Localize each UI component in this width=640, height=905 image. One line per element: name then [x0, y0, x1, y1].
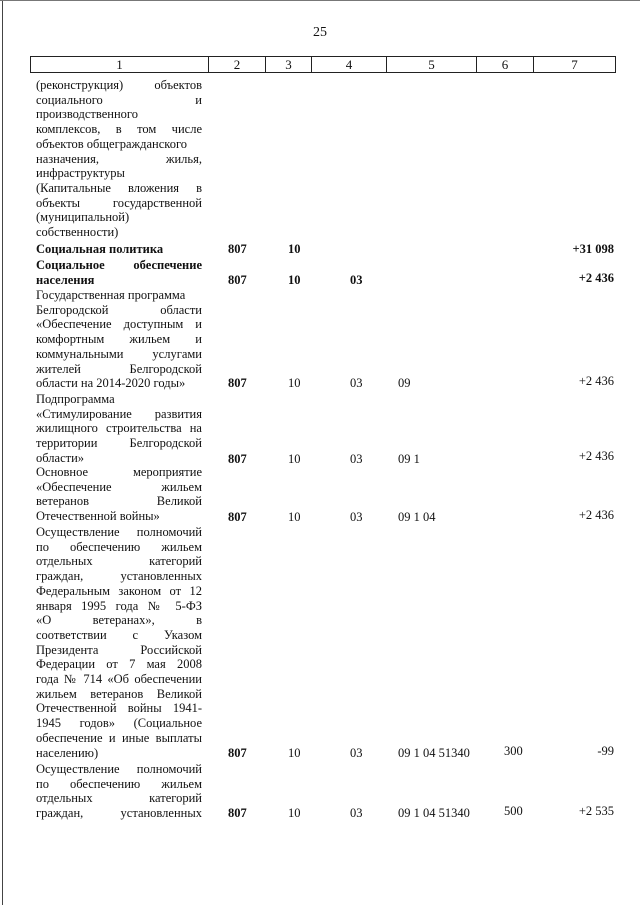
cell-target-item: 09 1 04: [398, 510, 436, 524]
header-col-1: 1: [31, 57, 209, 72]
cell-section: 10: [288, 242, 301, 256]
cell-department: 807: [228, 806, 247, 820]
desc-line: собственности): [36, 225, 119, 240]
desc-line: «Обеспечение доступным и: [36, 317, 202, 332]
desc-line: назначения, жилья,: [36, 151, 202, 166]
page-number: 25: [313, 25, 327, 40]
desc-line: жильем ветеранов Великой: [36, 686, 202, 701]
desc-line: обеспечение и иные выплаты: [36, 730, 202, 745]
row-description: [36, 465, 202, 524]
cell-subsection: 03: [350, 510, 363, 524]
cell-section: 10: [288, 510, 301, 524]
desc-line: населения: [36, 272, 95, 287]
desc-line: ветеранов Великой: [36, 494, 202, 509]
cell-amount: +2 436: [578, 374, 614, 388]
desc-line: Отечественной войны 1941-: [36, 701, 202, 716]
desc-line: Федерации от 7 мая 2008: [36, 657, 202, 672]
desc-line: 1945 годов» (Социальное: [36, 716, 202, 731]
desc-line: Основное мероприятие: [36, 465, 202, 479]
desc-line: Социальная политика: [36, 242, 164, 256]
desc-line: производственного: [36, 107, 138, 122]
cell-subsection: 03: [350, 806, 363, 820]
desc-line: «Стимулирование развития: [36, 406, 202, 421]
desc-line: по обеспечению жильем: [36, 776, 202, 791]
desc-line: комфортным жильем и: [36, 332, 202, 347]
table-header: [30, 56, 616, 73]
cell-department: 807: [228, 376, 247, 390]
cell-department: 807: [228, 452, 247, 466]
header-col-6: 6: [477, 57, 534, 72]
page-left-edge: [2, 0, 3, 905]
header-col-4: 4: [312, 57, 387, 72]
cell-target-item: 09 1 04 51340: [398, 746, 470, 760]
cell-subsection: 03: [350, 376, 363, 390]
page-top-edge: [0, 0, 640, 1]
desc-line: комплексов, в том числе: [36, 122, 202, 137]
desc-line: Президента Российской: [36, 642, 202, 657]
desc-line: объектов общегражданского: [36, 136, 188, 151]
desc-line: «Обеспечение жильем: [36, 479, 202, 494]
desc-line: отдельных категорий: [36, 791, 202, 806]
desc-line: Подпрограмма: [36, 392, 115, 406]
desc-line: соответствии с Указом: [36, 627, 202, 642]
cell-subsection: 03: [350, 746, 363, 760]
desc-line: области на 2014-2020 годы»: [36, 376, 186, 391]
desc-line: объекты государственной: [36, 195, 202, 210]
desc-line: Государственная программа: [36, 288, 186, 302]
desc-line: Осуществление полномочий: [36, 525, 202, 539]
desc-line: территории Белгородской: [36, 436, 202, 451]
cell-department: 807: [228, 242, 247, 256]
cell-department: 807: [228, 510, 247, 524]
desc-line: (муниципальной): [36, 210, 130, 225]
cell-section: 10: [288, 806, 301, 820]
cell-subsection: 03: [350, 452, 363, 466]
desc-line: социального и: [36, 92, 202, 107]
cell-section: 10: [288, 452, 301, 466]
row-description: [36, 78, 202, 240]
cell-amount: +2 436: [578, 271, 614, 285]
cell-expense-type: 500: [504, 804, 523, 818]
desc-line: января 1995 года № 5-ФЗ: [36, 598, 202, 613]
cell-section: 10: [288, 746, 301, 760]
desc-line: (реконструкция) объектов: [36, 78, 202, 92]
header-col-7: 7: [571, 57, 578, 72]
cell-amount: +2 535: [578, 804, 614, 818]
desc-line: Отечественной войны»: [36, 509, 160, 524]
desc-line: Осуществление полномочий: [36, 762, 202, 776]
desc-line: граждан, установленных: [36, 806, 202, 821]
desc-line: Федеральным законом от 12: [36, 583, 202, 598]
row-description: [36, 288, 202, 391]
desc-line: граждан, установленных: [36, 569, 202, 584]
header-col-3: 3: [266, 57, 312, 72]
cell-amount: +2 436: [578, 449, 614, 463]
cell-amount: -99: [597, 744, 614, 758]
header-col-5: 5: [387, 57, 477, 72]
cell-target-item: 09 1 04 51340: [398, 806, 470, 820]
cell-section: 10: [288, 273, 301, 287]
desc-line: жителей Белгородской: [36, 361, 202, 376]
row-description: [36, 392, 202, 466]
cell-section: 10: [288, 376, 301, 390]
row-description: [36, 258, 202, 287]
row-description: [36, 242, 202, 257]
desc-line: Белгородской области: [36, 302, 202, 317]
header-col-2: 2: [209, 57, 266, 72]
cell-target-item: 09: [398, 376, 411, 390]
cell-target-item: 09 1: [398, 452, 420, 466]
desc-line: (Капитальные вложения в: [36, 180, 202, 195]
row-description: [36, 762, 202, 821]
desc-line: коммунальными услугами: [36, 346, 202, 361]
desc-line: отдельных категорий: [36, 554, 202, 569]
cell-amount: +31 098: [572, 242, 614, 256]
desc-line: жилищного строительства на: [36, 421, 202, 436]
cell-expense-type: 300: [504, 744, 523, 758]
desc-line: по обеспечению жильем: [36, 539, 202, 554]
cell-department: 807: [228, 273, 247, 287]
desc-line: населению): [36, 745, 99, 760]
cell-department: 807: [228, 746, 247, 760]
cell-amount: +2 436: [578, 508, 614, 522]
desc-line: инфраструктуры: [36, 166, 125, 181]
desc-line: области»: [36, 450, 85, 465]
desc-line: года № 714 «Об обеспечении: [36, 672, 202, 687]
desc-line: Социальное обеспечение: [36, 258, 202, 272]
row-description: [36, 525, 202, 760]
desc-line: «О ветеранах», в: [36, 613, 202, 628]
cell-subsection: 03: [350, 273, 363, 287]
